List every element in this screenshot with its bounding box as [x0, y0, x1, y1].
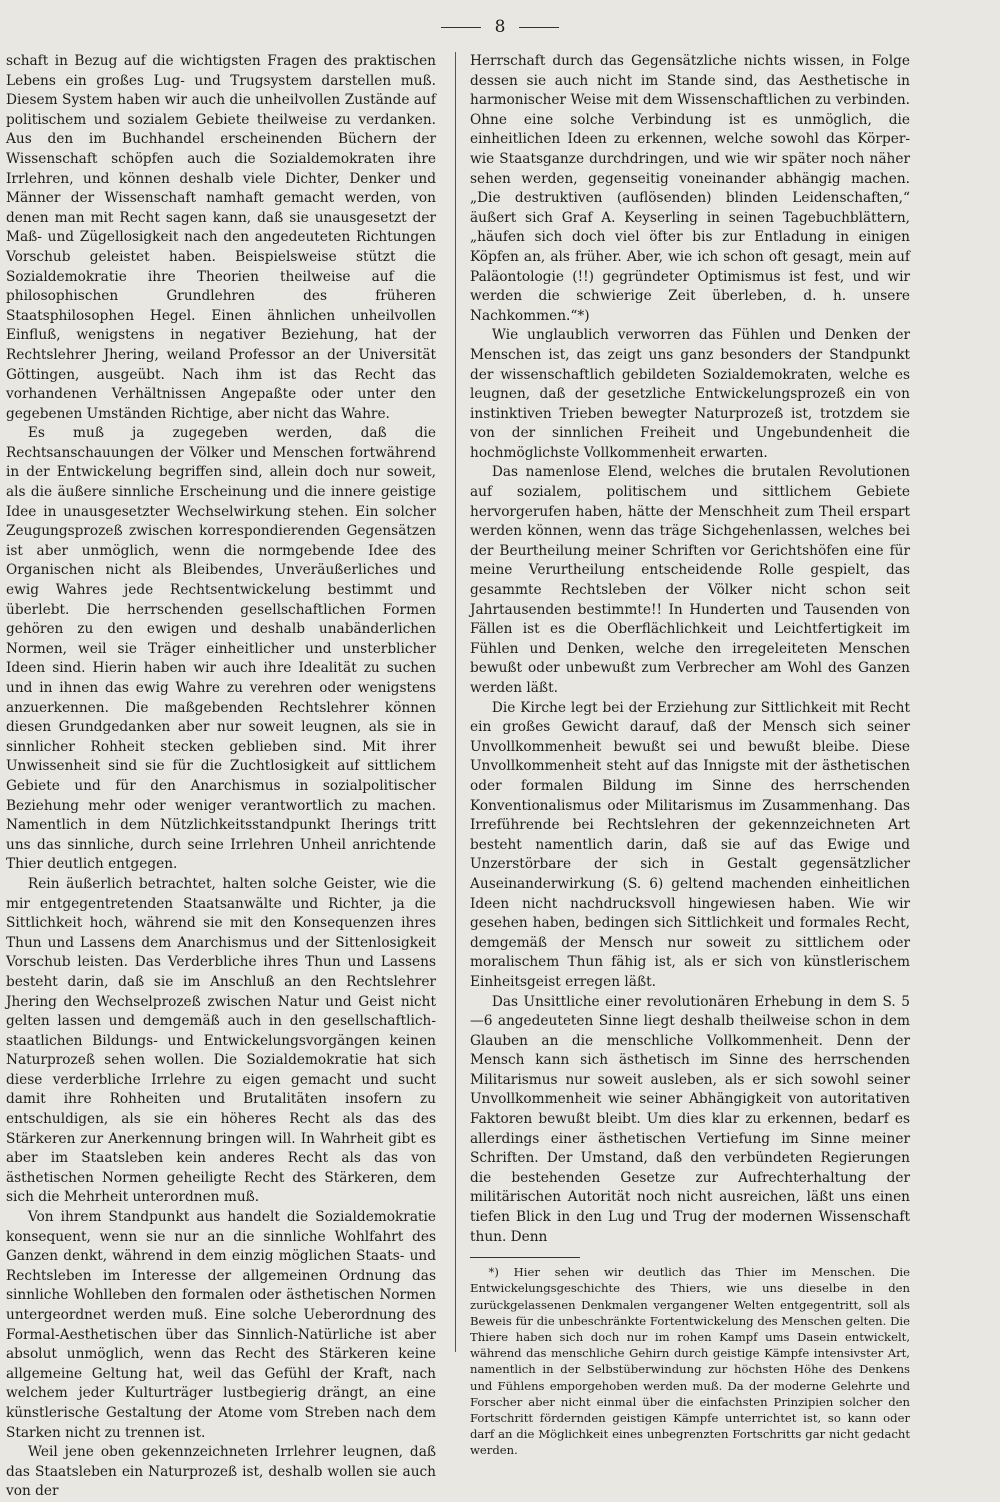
footnote: *) Hier sehen wir deutlich das Thier im Menschen. Die Entwickelungsgeschichte des Thiers, wie uns dieselbe in den zurückgelassenen Denkmalen vergangener Welten entgegentritt, soll als Beweis für die unbeschränkte Fortentwickelung des Menschen gelten. Die Thiere haben sich doch nur im rohen Kampf ums Dasein entwickelt, während das menschliche Gehirn durch geistige Kämpfe intensivster Art, namentlich in der Selbstüberwindung zur höchsten Höhe des Denkens und Fühlens emporgehoben werden muß. Da der moderne Gelehrte und Forscher aber nicht einmal über die einfachsten Prinzipien solcher den Fortschritt fördernden geistigen Kämpfe unterrichtet ist, so kann oder darf an die Möglichkeit eines unbegrenzten Fortschritts gar nicht gedacht werden.: [470, 1265, 910, 1458]
header-rule-left: [441, 27, 481, 28]
left-paragraph: Weil jene oben gekennzeichneten Irrlehrer leugnen, daß das Staatsleben ein Naturprozeß ist, deshalb wollen sie auch von der: [6, 1444, 436, 1500]
right-paragraph: Die Kirche legt bei der Erziehung zur Sittlichkeit mit Recht ein großes Gewicht darauf, daß der Mensch sich seiner Unvollkommenheit bewußt sei und bewußt bleibe. Diese Unvollkommenheit steht auf das Innigste mit der ästhetischen oder formalen Bildung im Sinne des herrschenden Konventionalismus oder Militarismus im Zusammenhang. Das Irreführende bei Rechtslehren der gekennzeichneten Art besteht namentlich darin, daß sie auf das Ewige und Unzerstörbare der sich in Gestalt gegensätzlicher Auseinanderwirkung (S. 6) geltend machenden einheitlichen Ideen nicht nachdrucksvoll hingewiesen haben. Wie wir gesehen haben, bedingen sich Sittlichkeit und formales Recht, demgemäß der Mensch nur soweit zu sittlichem oder moralischem Thun fähig ist, als er sich von künstlerischem Einheitsgeist erregen läßt.: [470, 699, 910, 990]
right-paragraph: Das Unsittliche einer revolutionären Erhebung in dem S. 5—6 angedeuteten Sinne liegt deshalb theilweise schon in dem Glauben an die menschliche Vollkommenheit. Denn der Mensch kann sich ästhetisch im Sinne des herrschenden Militarismus nur soweit ausleben, als er sich sowohl seiner Unvollkommenheit wie seiner Abhängigkeit von autoritativen Faktoren bewußt bleibt. Um dies klar zu erkennen, bedarf es allerdings einer ästhetischen Vertiefung im Sinne meiner Schriften. Der Umstand, daß den verbündeten Regierungen die bestehenden Gesetze zur Aufrechterhaltung der militärischen Autorität noch nicht ausreichen, läßt uns einen tiefen Blick in den Lug und Trug der modernen Wissenschaft thun. Denn: [470, 993, 910, 1245]
page-header: [0, 12, 1000, 42]
column-divider: [455, 52, 456, 1352]
left-paragraph: Es muß ja zugegeben werden, daß die Rechtsanschauungen der Völker und Menschen fortwährend in der Entwickelung begriffen sind, allein doch nur soweit, als die äußere sinnliche Erscheinung und die innere geistige Idee in unausgesetzter Wechselwirkung stehen. Ein solcher Zeugungsprozeß zwischen korrespondierenden Gegensätzen ist aber unmöglich, wenn die normgebende Idee des Organischen nicht als Bleibendes, Unveräußerliches und ewig Wahres jede Rechtsentwickelung bestimmt und überlebt. Die herrschenden gesellschaftlichen Formen gehören zu den ewigen und deshalb unabänderlichen Normen, weil sie Träger einheitlicher und unsterblicher Ideen sind. Hierin haben wir auch ihre Idealität zu suchen und in ihnen das ewig Wahre zu verehren oder wenigstens anzuerkennen. Die maßgebenden Rechtslehrer können diesen Grundgedanken aber nur soweit leugnen, als sie in sinnlicher Rohheit stecken geblieben sind. Mit ihrer Unwissenheit sind sie für die Zuchtlosigkeit auf sittlichem Gebiete und für den Anarchismus in sozialpolitischer Beziehung mehr oder weniger verantwortlich zu machen. Namentlich in dem Nützlichkeitsstandpunkt Iherings tritt uns das sinnliche, durch seine Irrlehren Unheil anrichtende Thier deutlich entgegen.: [6, 425, 436, 873]
right-paragraph: Das namenlose Elend, welches die brutalen Revolutionen auf sozialem, politischem und sittlichem Gebiete hervorgerufen haben, hätte der Menschheit zum Theil erspart werden können, wenn das träge Sichgehenlassen, welches bei der Beurtheilung meiner Schriften vor Gerichtshöfen eine für meine Verurtheilung entscheidende Rolle gespielt, das gesammte Rechtsleben der Völker nicht schon seit Jahrtausenden bestimmte!! In Hunderten und Tausenden von Fällen ist es die Oberflächlichkeit und Leichtfertigkeit im Fühlen und Denken, welche den irregeleiteten Menschen bewußt oder unbewußt zum Verbrecher am Wohl des Ganzen werden läßt.: [470, 464, 910, 696]
left-paragraph: schaft in Bezug auf die wichtigsten Fragen des praktischen Lebens ein großes Lug- und Trugsystem darstellen muß. Diesem System haben wir auch die unheilvollen Zustände auf politischem und sozialem Gebiete theilweise zu verdanken. Aus den im Buchhandel erscheinenden Büchern der Wissenschaft schöpfen auch die Sozialdemokraten ihre Irrlehren, und können deshalb viele Dichter, Denker und Männer der Wissenschaft namhaft gemacht werden, von denen man mit Recht sagen kann, daß sie unausgesetzt der Maß- und Zügellosigkeit nach den angedeuteten Richtungen Vorschub geleistet haben. Beispielsweise stützt die Sozialdemokratie ihre Theorien theilweise auf die philosophischen Grundlehren des früheren Staatsphilosophen Hegel. Einen ähnlichen unheilvollen Einfluß, wenigstens in negativer Beziehung, hat der Rechtslehrer Jhering, weiland Professor an der Universität Göttingen, ausgeübt. Nach ihm ist das Recht das vorhandenen Verhältnissen Angepaßte oder unter den gegebenen Umständen Richtige, aber nicht das Wahre.: [6, 53, 436, 422]
right-column: [470, 52, 910, 1458]
right-paragraph: Wie unglaublich verworren das Fühlen und Denken der Menschen ist, das zeigt uns ganz besonders der Standpunkt der wissenschaftlich gebildeten Sozialdemokraten, welche es leugnen, daß der gesetzliche Entwickelungsprozeß ein von instinktiven Trieben bewegter Naturprozeß ist, trotzdem sie von der sinnlichen Freiheit und Ungebundenheit die hochmöglichste Vollkommenheit erwarten.: [470, 327, 910, 461]
footnote-rule: [470, 1257, 580, 1258]
left-paragraph: Rein äußerlich betrachtet, halten solche Geister, wie die mir entgegentretenden Staatsanwälte und Richter, ja die Sittlichkeit hoch, während sie mit den Konsequenzen ihres Thun und Lassens dem Anarchismus und der Sittenlosigkeit Vorschub leisten. Das Verderbliche ihres Thun und Lassens besteht darin, daß sie im Anschluß an den Rechtslehrer Jhering den Wechselprozeß zwischen Natur und Geist nicht gelten lassen und demgemäß auch in den gesellschaftlich-staatlichen Bildungs- und Entwickelungsvorgängen keinen Naturprozeß sehen wollen. Die Sozialdemokratie hat sich diese verderbliche Irrlehre zu eigen gemacht und sucht damit ihre Rohheiten und Brutalitäten insofern zu entschuldigen, als sie ein höheres Recht als das des Stärkeren zur Anerkennung bringen will. In Wahrheit gibt es aber im Staatsleben kein anderes Recht als das von ästhetischen Normen geheiligte Recht des Stärkeren, dem sich die Mehrheit unterordnen muß.: [6, 875, 436, 1206]
header-rule-right: [519, 27, 559, 28]
left-paragraph: Von ihrem Standpunkt aus handelt die Sozialdemokratie konsequent, wenn sie nur an die sinnliche Wohlfahrt des Ganzen denkt, während in dem einzig möglichen Staats- und Rechtsleben im Interesse der allgemeinen Ordnung das sinnliche Wohlleben den formalen oder ästhetischen Normen untergeordnet werden muß. Eine solche Ueberordnung des Formal-Aesthetischen über das Sinnlich-Natürliche ist aber absolut unmöglich, wenn das Recht des Stärkeren keine allgemeine Geltung hat, weil das Gefühl der Kraft, nach welchem jeder Kulturträger lustbegierig drängt, an eine künstlerische Gestaltung der Atome vom Streben nach dem Starken nicht zu trennen ist.: [6, 1209, 436, 1441]
left-column: [6, 52, 442, 1500]
page-number: 8: [494, 17, 506, 37]
right-paragraph: Herrschaft durch das Gegensätzliche nichts wissen, in Folge dessen sie auch nicht im Stande sind, das Aesthetische in harmonischer Weise mit dem Wissenschaftlichen zu verbinden. Ohne eine solche Verbindung ist es unmöglich, die einheitlichen Ideen zu erkennen, welche sowohl das Körper- wie Staatsganze durchdringen, und wie wir später noch näher sehen werden, gegenseitig voneinander abhängig machen. „Die destruktiven (auflösenden) blinden Leidenschaften,“ äußert sich Graf A. Keyserling in seinen Tagebuchblättern, „häufen sich doch viel öfter bis zur Entladung in einigen Köpfen an, als früher. Aber, wie ich schon oft gesagt, mein auf Paläontologie (!!) gegründeter Optimismus ist fest, und wir werden die schwierige Zeit überleben, d. h. unsere Nachkommen.“*): [470, 53, 910, 324]
